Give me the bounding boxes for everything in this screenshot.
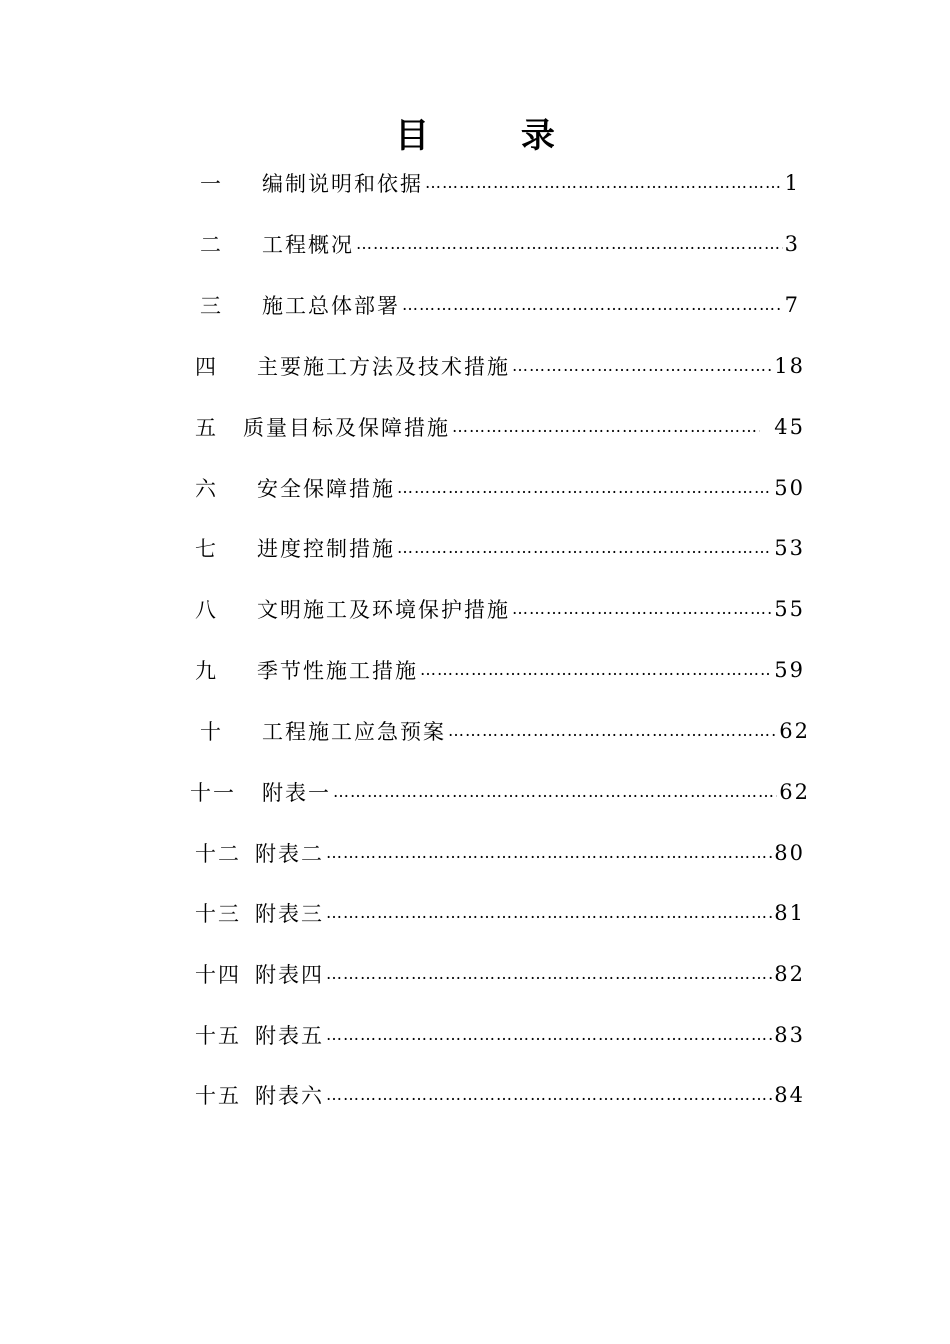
toc-entry-7[interactable] — [195, 532, 805, 564]
toc-entry-label: 进度控制措施 — [257, 537, 395, 561]
toc-entry-5[interactable] — [195, 411, 805, 443]
toc-entry-number: 四 — [195, 355, 216, 379]
toc-entry-page: 81 — [774, 901, 805, 925]
toc-entry-number: 十四 — [195, 963, 241, 987]
toc-dot-leader — [326, 1019, 772, 1051]
toc-entry-page: 80 — [774, 841, 805, 865]
toc-entry-page: 3 — [784, 232, 800, 256]
toc-dot-leader — [452, 411, 760, 443]
toc-dot-leader — [397, 532, 772, 564]
toc-entry-page: 59 — [774, 658, 805, 682]
toc-dot-leader — [326, 837, 772, 869]
toc-entry-number: 十五 — [195, 1084, 241, 1108]
toc-entry-page: 7 — [784, 293, 800, 317]
toc-dot-leader — [397, 472, 772, 504]
toc-entry-number: 九 — [195, 659, 216, 683]
toc-entry-number: 八 — [195, 598, 216, 622]
toc-entry-number: 五 — [195, 416, 216, 440]
toc-entry-number: 一 — [200, 172, 221, 196]
toc-entry-label: 文明施工及环境保护措施 — [257, 598, 510, 622]
toc-entry-page: 55 — [774, 597, 805, 621]
toc-entry-number: 三 — [200, 294, 221, 318]
toc-entry-4[interactable] — [195, 350, 805, 382]
toc-entry-1[interactable] — [200, 167, 800, 199]
toc-entry-number: 十 — [200, 720, 221, 744]
toc-entry-15[interactable] — [195, 1019, 805, 1051]
toc-dot-leader — [356, 228, 783, 260]
toc-entry-page: 45 — [774, 415, 805, 439]
toc-entry-number: 十二 — [195, 842, 241, 866]
toc-entry-page: 53 — [774, 536, 805, 560]
toc-title: 目 录 — [395, 116, 595, 156]
toc-dot-leader — [402, 289, 783, 321]
toc-dot-leader — [326, 1079, 772, 1111]
toc-entry-label: 施工总体部署 — [262, 294, 400, 318]
toc-entry-page: 1 — [784, 171, 800, 195]
toc-dot-leader — [326, 897, 772, 929]
toc-entry-label: 附表二 — [255, 842, 324, 866]
toc-entry-6[interactable] — [195, 472, 805, 504]
toc-entry-label: 附表一 — [262, 781, 331, 805]
toc-dot-leader — [420, 654, 772, 686]
toc-entry-3[interactable] — [200, 289, 800, 321]
toc-entry-11[interactable] — [190, 776, 810, 808]
toc-entry-label: 安全保障措施 — [257, 477, 395, 501]
toc-entry-label: 季节性施工措施 — [257, 659, 418, 683]
toc-entry-12[interactable] — [195, 837, 805, 869]
toc-entry-label: 主要施工方法及技术措施 — [257, 355, 510, 379]
toc-entry-page: 18 — [774, 354, 805, 378]
toc-entry-page: 82 — [774, 962, 805, 986]
toc-entry-label: 工程施工应急预案 — [262, 720, 446, 744]
toc-entry-label: 质量目标及保障措施 — [243, 416, 450, 440]
toc-entry-label: 附表五 — [255, 1024, 324, 1048]
toc-dot-leader — [512, 593, 772, 625]
toc-entry-10[interactable] — [200, 715, 810, 747]
toc-entry-page: 50 — [774, 476, 805, 500]
toc-entry-2[interactable] — [200, 228, 800, 260]
toc-entry-page: 62 — [779, 780, 810, 804]
toc-entry-label: 附表四 — [255, 963, 324, 987]
toc-dot-leader — [425, 167, 783, 199]
toc-entry-label: 附表三 — [255, 902, 324, 926]
toc-entry-label: 附表六 — [255, 1084, 324, 1108]
toc-entry-8[interactable] — [195, 593, 805, 625]
toc-entry-label: 编制说明和依据 — [262, 172, 423, 196]
toc-dot-leader — [512, 350, 772, 382]
toc-entry-9[interactable] — [195, 654, 805, 686]
toc-entry-number: 十一 — [190, 781, 236, 805]
toc-entry-number: 六 — [195, 477, 216, 501]
toc-entry-label: 工程概况 — [262, 233, 354, 257]
toc-entry-number: 十三 — [195, 902, 241, 926]
toc-entry-number: 十五 — [195, 1024, 241, 1048]
toc-dot-leader — [326, 958, 772, 990]
toc-entry-number: 二 — [200, 233, 221, 257]
toc-entry-16[interactable] — [195, 1079, 805, 1111]
toc-entry-number: 七 — [195, 537, 216, 561]
toc-entry-page: 84 — [774, 1083, 805, 1107]
toc-entry-page: 62 — [779, 719, 810, 743]
toc-entry-page: 83 — [774, 1023, 805, 1047]
toc-entry-13[interactable] — [195, 897, 805, 929]
toc-dot-leader — [333, 776, 777, 808]
toc-dot-leader — [448, 715, 777, 747]
toc-entry-14[interactable] — [195, 958, 805, 990]
